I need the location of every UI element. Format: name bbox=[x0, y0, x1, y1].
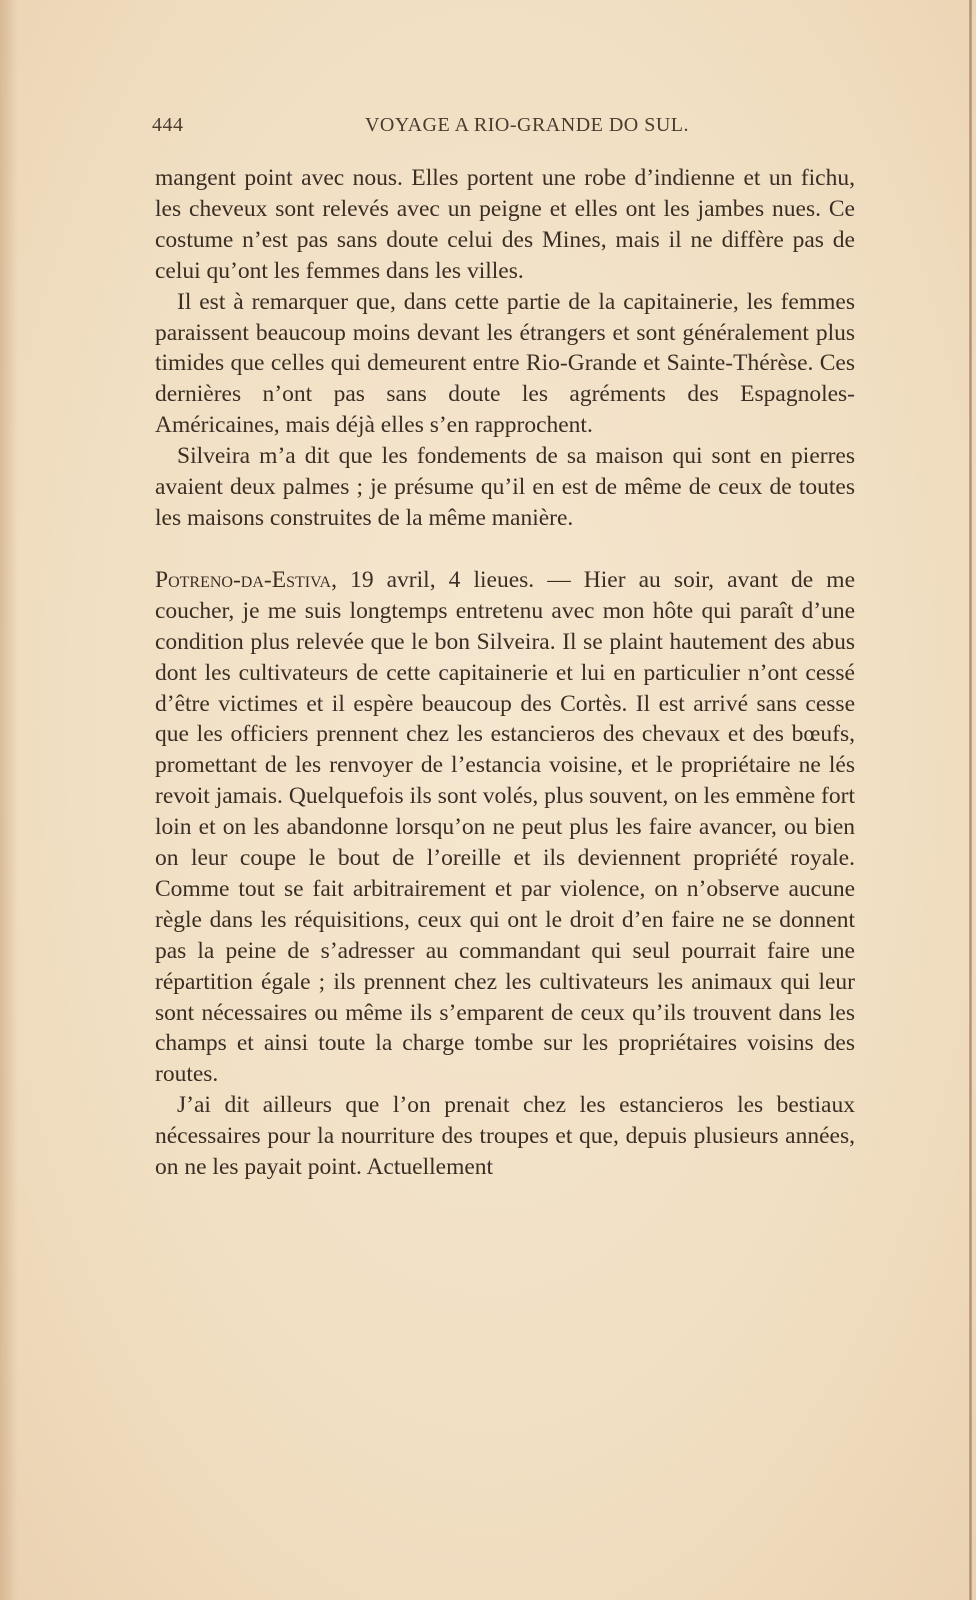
gutter-shadow bbox=[0, 0, 18, 1600]
running-title: VOYAGE A RIO-GRANDE DO SUL. bbox=[364, 114, 690, 136]
page-number: 444 bbox=[152, 114, 184, 136]
running-head bbox=[152, 114, 862, 144]
place-name: Potreno-da-Estiva bbox=[155, 566, 332, 593]
paragraph-continuation: mangent point avec nous. Elles portent une robe d’indienne et un fichu, les cheveux sont relevés avec un peigne et elles ont les jambes nues. Ce costume n’est pas sans doute celui des Mines, mais il ne diffère pas de celui qu’ont les femmes dans les villes. bbox=[155, 165, 855, 284]
journal-entry-paragraph bbox=[155, 565, 855, 1090]
page-edge-line bbox=[969, 0, 972, 1600]
paragraph: Silveira m’a dit que les fondements de sa maison qui sont en pierres avaient deux palmes ; je présume qu’il en est de même de ceux de toutes les maisons construites de la même manière. bbox=[155, 443, 855, 531]
entry-text: , 19 avril, 4 lieues. — Hier au soir, avant de me coucher, je me suis longtemps entretenu avec mon hôte qui paraît d’une condition plus relevée que le bon Silveira. Il se plaint hautement des abus dont les cultivateurs de cette capitainerie et lui en particulier n’ont cessé d’être victimes et il espère beaucoup des Cortès. Il est arrivé sans cesse que les officiers prennent chez les estancieros des chevaux et des bœufs, promettant de les renvoyer de l’estancia voisine, et le propriétaire ne lés revoit jamais. Quelquefois ils sont volés, plus souvent, on les emmène fort loin et on les abandonne lorsqu’on ne peut plus les faire avancer, ou bien on leur coupe le bout de l’oreille et ils deviennent propriété royale. Comme tout se fait arbitrairement et par violence, on n’observe aucune règle dans les réquisitions, ceux qui ont le droit d’en faire ne se donnent pas la peine de s’adresser au commandant qui seul pourrait faire une répartition égale ; ils prennent chez les cultivateurs les animaux qui leur sont nécessaires ou même ils s’emparent de ceux qu’ils trouvent dans les champs et ainsi toute la charge tombe sur les propriétaires voisins des routes. bbox=[155, 566, 855, 1088]
body-text bbox=[155, 163, 855, 1183]
paragraph: Il est à remarquer que, dans cette partie de la capitainerie, les femmes paraissent beaucoup moins devant les étrangers et sont généralement plus timides que celles qui demeurent entre Rio-Grande et Sainte-Thérèse. Ces dernières n’ont pas sans doute les agréments des Espagnoles-Américaines, mais déjà elles s’en rapprochent. bbox=[155, 288, 855, 439]
paragraph: J’ai dit ailleurs que l’on prenait chez les estancieros les bestiaux nécessaires pour la nourriture des troupes et que, depuis plusieurs années, on ne les payait point. Actuellement bbox=[155, 1092, 855, 1181]
